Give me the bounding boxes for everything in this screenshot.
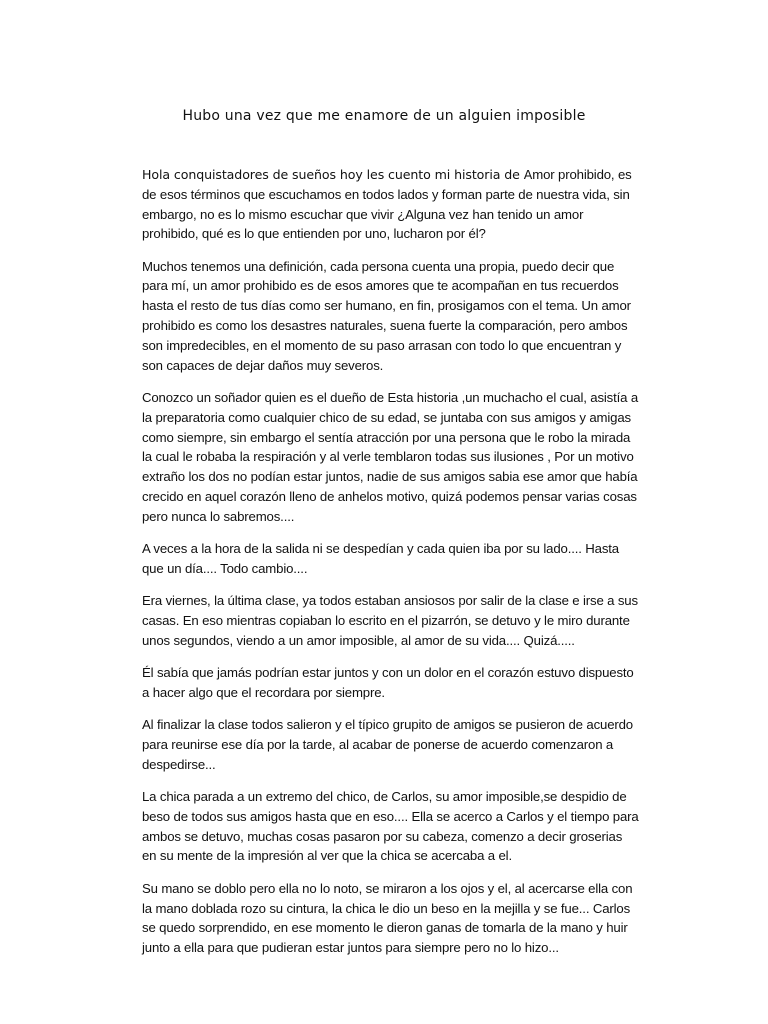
paragraph-4: A veces a la hora de la salida ni se despedían y cada quien iba por su lado.... Hasta que un día.... Todo cambio.... <box>142 541 619 576</box>
paragraph-1 <box>142 165 640 244</box>
paragraph-3: Conozco un soñador quien es el dueño de Esta historia ,un muchacho el cual, asistía a la preparatoria como cualquier chico de su edad, se juntaba con sus amigos y amigas como siempre, sin embargo el sentía atracción por una persona que le robo la mirada la cual le robaba la respiración y al verle temblaron todas sus ilusiones , Por un motivo extraño los dos no podían estar juntos, nadie de sus amigos sabia ese amor que había crecido en aquel corazón lleno de anhelos motivo, quizá podemos pensar varias cosas pero nunca lo sabremos.... <box>142 389 639 524</box>
page-title: Hubo una vez que me enamore de un alguien imposible <box>182 108 586 124</box>
paragraph-1-lead: Hola conquistadores de sueños hoy les cuento mi historia de A <box>142 167 533 182</box>
paragraph-8: La chica parada a un extremo del chico, de Carlos, su amor imposible,se despidio de beso de todos sus amigos hasta que en eso.... Ella se acerco a Carlos y el tiempo para ambos se detuvo, muchas cosas pasaron por su cabeza, comenzo a decir groserias en su mente de la impresión al ver que la chica se acercaba a el. <box>142 789 639 864</box>
paragraph-2: Muchos tenemos una definición, cada persona cuenta una propia, puedo decir que para mí, un amor prohibido es de esos amores que te acompañan en tus recuerdos hasta el resto de tus días como ser humano, en fin, prosigamos con el tema. Un amor prohibido es como los desastres naturales, suena fuerte la comparación, pero ambos son impredecibles, en el momento de su paso arrasan con todo lo que encuentran y son capaces de dejar daños muy severos. <box>142 258 631 373</box>
document-body <box>142 165 640 970</box>
paragraph-6: Él sabía que jamás podrían estar juntos y con un dolor en el corazón estuvo dispuesto a hacer algo que el recordara por siempre. <box>142 665 634 700</box>
paragraph-5: Era viernes, la última clase, ya todos estaban ansiosos por salir de la clase e irse a sus casas. En eso mientras copiaban lo escrito en el pizarrón, se detuvo y le miro durante unos segundos, viendo a un amor imposible, al amor de su vida.... Quizá..... <box>142 593 638 648</box>
paragraph-7: Al finalizar la clase todos salieron y el típico grupito de amigos se pusieron de acuerdo para reunirse ese día por la tarde, al acabar de ponerse de acuerdo comenzaron a despedirse... <box>142 717 633 772</box>
paragraph-1-text: mor prohibido, es de esos términos que escuchamos en todos lados y forman parte de nuestra vida, sin embargo, no es lo mismo escuchar que vivir ¿Alguna vez han tenido un amor prohibido, qué es lo que entienden por uno, lucharon por él? <box>142 167 632 242</box>
paragraph-9: Su mano se doblo pero ella no lo noto, se miraron a los ojos y el, al acercarse ella con la mano doblada rozo su cintura, la chica le dio un beso en la mejilla y se fue... Carlos se quedo sorprendido, en ese momento le dieron ganas de tomarla de la mano y huir junto a ella para que pudieran estar juntos para siempre pero no lo hizo... <box>142 880 633 956</box>
